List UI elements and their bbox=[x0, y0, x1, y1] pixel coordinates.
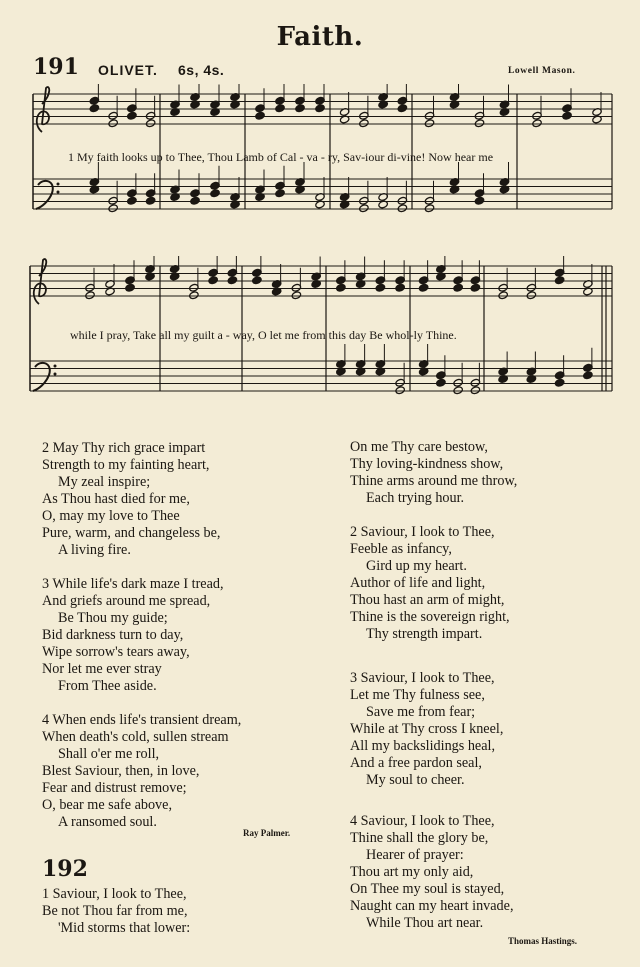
verse-line: Strength to my fainting heart, bbox=[42, 457, 210, 473]
verse-line: Each trying hour. bbox=[366, 490, 465, 506]
verse-line: Shall o'er me roll, bbox=[58, 746, 160, 762]
note-head bbox=[336, 283, 346, 292]
verse-line: A ransomed soul. bbox=[58, 814, 157, 830]
verse-line: Thy strength impart. bbox=[366, 626, 483, 642]
lyric-line-2: while I pray, Take all my guilt a - way, O let me from this day Be whol-ly Thine. bbox=[70, 328, 457, 342]
note-head bbox=[554, 378, 564, 387]
note-head bbox=[190, 196, 200, 205]
note-head bbox=[359, 204, 369, 213]
verse-line: My soul to cheer. bbox=[366, 772, 465, 788]
note-head bbox=[275, 189, 285, 198]
note-head bbox=[395, 283, 405, 292]
hymn-number-192: 192 bbox=[42, 856, 88, 882]
verse-line: 3 While life's dark maze I tread, bbox=[42, 576, 224, 592]
verse-line: Naught can my heart invade, bbox=[350, 898, 514, 914]
note-head bbox=[453, 283, 463, 292]
hymn-191-stanzas bbox=[42, 440, 322, 831]
section-title: Faith. bbox=[276, 22, 364, 52]
verse-line: While Thou art near. bbox=[366, 915, 484, 931]
author-credit-192: Thomas Hastings. bbox=[508, 936, 578, 946]
note-head bbox=[85, 291, 95, 300]
note-head bbox=[470, 386, 480, 395]
verse-line: Fear and distrust remove; bbox=[42, 780, 187, 796]
tune-name: OLIVET. bbox=[98, 62, 158, 78]
note-head bbox=[252, 276, 262, 285]
note-head bbox=[453, 386, 463, 395]
note-head bbox=[315, 104, 325, 113]
verse-line: Blest Saviour, then, in love, bbox=[42, 763, 200, 779]
stanza bbox=[42, 576, 322, 695]
note-head bbox=[208, 276, 218, 285]
verse-line: And a free pardon seal, bbox=[350, 755, 482, 771]
note-head bbox=[125, 283, 135, 292]
note-head bbox=[210, 189, 220, 198]
stanza bbox=[42, 712, 322, 831]
meter: 6s, 4s. bbox=[178, 62, 225, 78]
note-head bbox=[498, 291, 508, 300]
verse-line: While at Thy cross I kneel, bbox=[350, 721, 504, 737]
note-head bbox=[189, 291, 199, 300]
note-head bbox=[424, 119, 434, 128]
note-head bbox=[554, 276, 564, 285]
stanza bbox=[350, 813, 620, 932]
note-head bbox=[583, 371, 593, 380]
verse-line: My zeal inspire; bbox=[58, 474, 151, 490]
verse-line: Thy loving-kindness show, bbox=[350, 456, 504, 472]
note-head bbox=[470, 283, 480, 292]
hymn-number-191: 191 bbox=[33, 54, 79, 80]
note-head bbox=[474, 196, 484, 205]
note-head bbox=[424, 204, 434, 213]
verse-line: 1 Saviour, I look to Thee, bbox=[42, 886, 187, 902]
lyric-line-1: 1 My faith looks up to Thee, Thou Lamb of Cal - va - ry, Sav-iour di-vine! Now hear me bbox=[68, 150, 494, 164]
note-head bbox=[145, 196, 155, 205]
verse-line: Be Thou my guide; bbox=[58, 610, 168, 626]
verse-line: 4 When ends life's transient dream, bbox=[42, 712, 242, 728]
bass-clef-icon bbox=[33, 363, 50, 391]
verse-line: All my backslidings heal, bbox=[350, 738, 496, 754]
verse-line: As Thou hast died for me, bbox=[42, 491, 190, 507]
note-head bbox=[418, 283, 428, 292]
note-head bbox=[127, 196, 137, 205]
note-head bbox=[295, 104, 305, 113]
verse-line: A living fire. bbox=[58, 542, 131, 558]
note-head bbox=[108, 119, 118, 128]
verse-line: Nor let me ever stray bbox=[42, 661, 162, 677]
composer-credit: Lowell Mason. bbox=[508, 66, 576, 76]
verse-line: Author of life and light, bbox=[350, 575, 486, 591]
verse-line: Pure, warm, and changeless be, bbox=[42, 525, 221, 541]
verse-line: 4 Saviour, I look to Thee, bbox=[350, 813, 495, 829]
verse-line: On me Thy care bestow, bbox=[350, 439, 488, 455]
stanza bbox=[350, 670, 620, 789]
verse-line: Feeble as infancy, bbox=[350, 541, 452, 557]
verse-line: Bid darkness turn to day, bbox=[42, 627, 184, 643]
notes bbox=[85, 256, 593, 395]
stanza bbox=[42, 886, 322, 937]
author-credit-191: Ray Palmer. bbox=[243, 828, 291, 838]
hymn-192-stanzas bbox=[350, 439, 620, 932]
verse-line: From Thee aside. bbox=[58, 678, 157, 694]
bass-clef-icon bbox=[36, 181, 53, 209]
verse-line: Save me from fear; bbox=[366, 704, 476, 720]
verse-line: When death's cold, sullen stream bbox=[42, 729, 229, 745]
verse-line: Thou art my only aid, bbox=[350, 864, 474, 880]
bass-clef-dot bbox=[54, 373, 57, 376]
verse-line: Gird up my heart. bbox=[366, 558, 467, 574]
bass-clef-dot bbox=[57, 183, 60, 186]
note-head bbox=[532, 119, 542, 128]
note-head bbox=[89, 104, 99, 113]
notes bbox=[89, 84, 602, 213]
verse-line: 2 May Thy rich grace impart bbox=[42, 440, 206, 456]
note-head bbox=[227, 276, 237, 285]
note-head bbox=[474, 119, 484, 128]
note-head bbox=[291, 291, 301, 300]
note-head bbox=[397, 204, 407, 213]
stanza bbox=[350, 524, 620, 643]
verse-line: Thine arms around me throw, bbox=[350, 473, 518, 489]
note-head bbox=[255, 111, 265, 120]
verse-line: And griefs around me spread, bbox=[42, 593, 211, 609]
stanza bbox=[350, 439, 620, 507]
note-head bbox=[562, 111, 572, 120]
verse-line: O, may my love to Thee bbox=[42, 508, 180, 524]
note-head bbox=[397, 104, 407, 113]
verse-line: Let me Thy fulness see, bbox=[350, 687, 485, 703]
stanza bbox=[42, 440, 322, 559]
verse-line: Thine is the sovereign right, bbox=[350, 609, 510, 625]
verse-line: O, bear me safe above, bbox=[42, 797, 172, 813]
bass-clef-dot bbox=[54, 365, 57, 368]
note-head bbox=[108, 204, 118, 213]
verse-line: 2 Saviour, I look to Thee, bbox=[350, 524, 495, 540]
verse-line: Hearer of prayer: bbox=[366, 847, 464, 863]
verse-line: Thine shall the glory be, bbox=[350, 830, 489, 846]
staff-lines bbox=[30, 259, 612, 391]
note-head bbox=[127, 111, 137, 120]
note-head bbox=[526, 291, 536, 300]
verse-line: On Thee my soul is stayed, bbox=[350, 881, 505, 897]
verse-line: 'Mid storms that lower: bbox=[58, 920, 191, 936]
verse-line: 3 Saviour, I look to Thee, bbox=[350, 670, 495, 686]
verse-line: Thou hast an arm of might, bbox=[350, 592, 505, 608]
note-head bbox=[436, 378, 446, 387]
note-head bbox=[145, 119, 155, 128]
verse-line: Wipe sorrow's tears away, bbox=[42, 644, 190, 660]
note-head bbox=[375, 283, 385, 292]
verse-line: Be not Thou far from me, bbox=[42, 903, 188, 919]
bass-clef-dot bbox=[57, 191, 60, 194]
note-head bbox=[275, 104, 285, 113]
note-head bbox=[395, 386, 405, 395]
note-head bbox=[359, 119, 369, 128]
